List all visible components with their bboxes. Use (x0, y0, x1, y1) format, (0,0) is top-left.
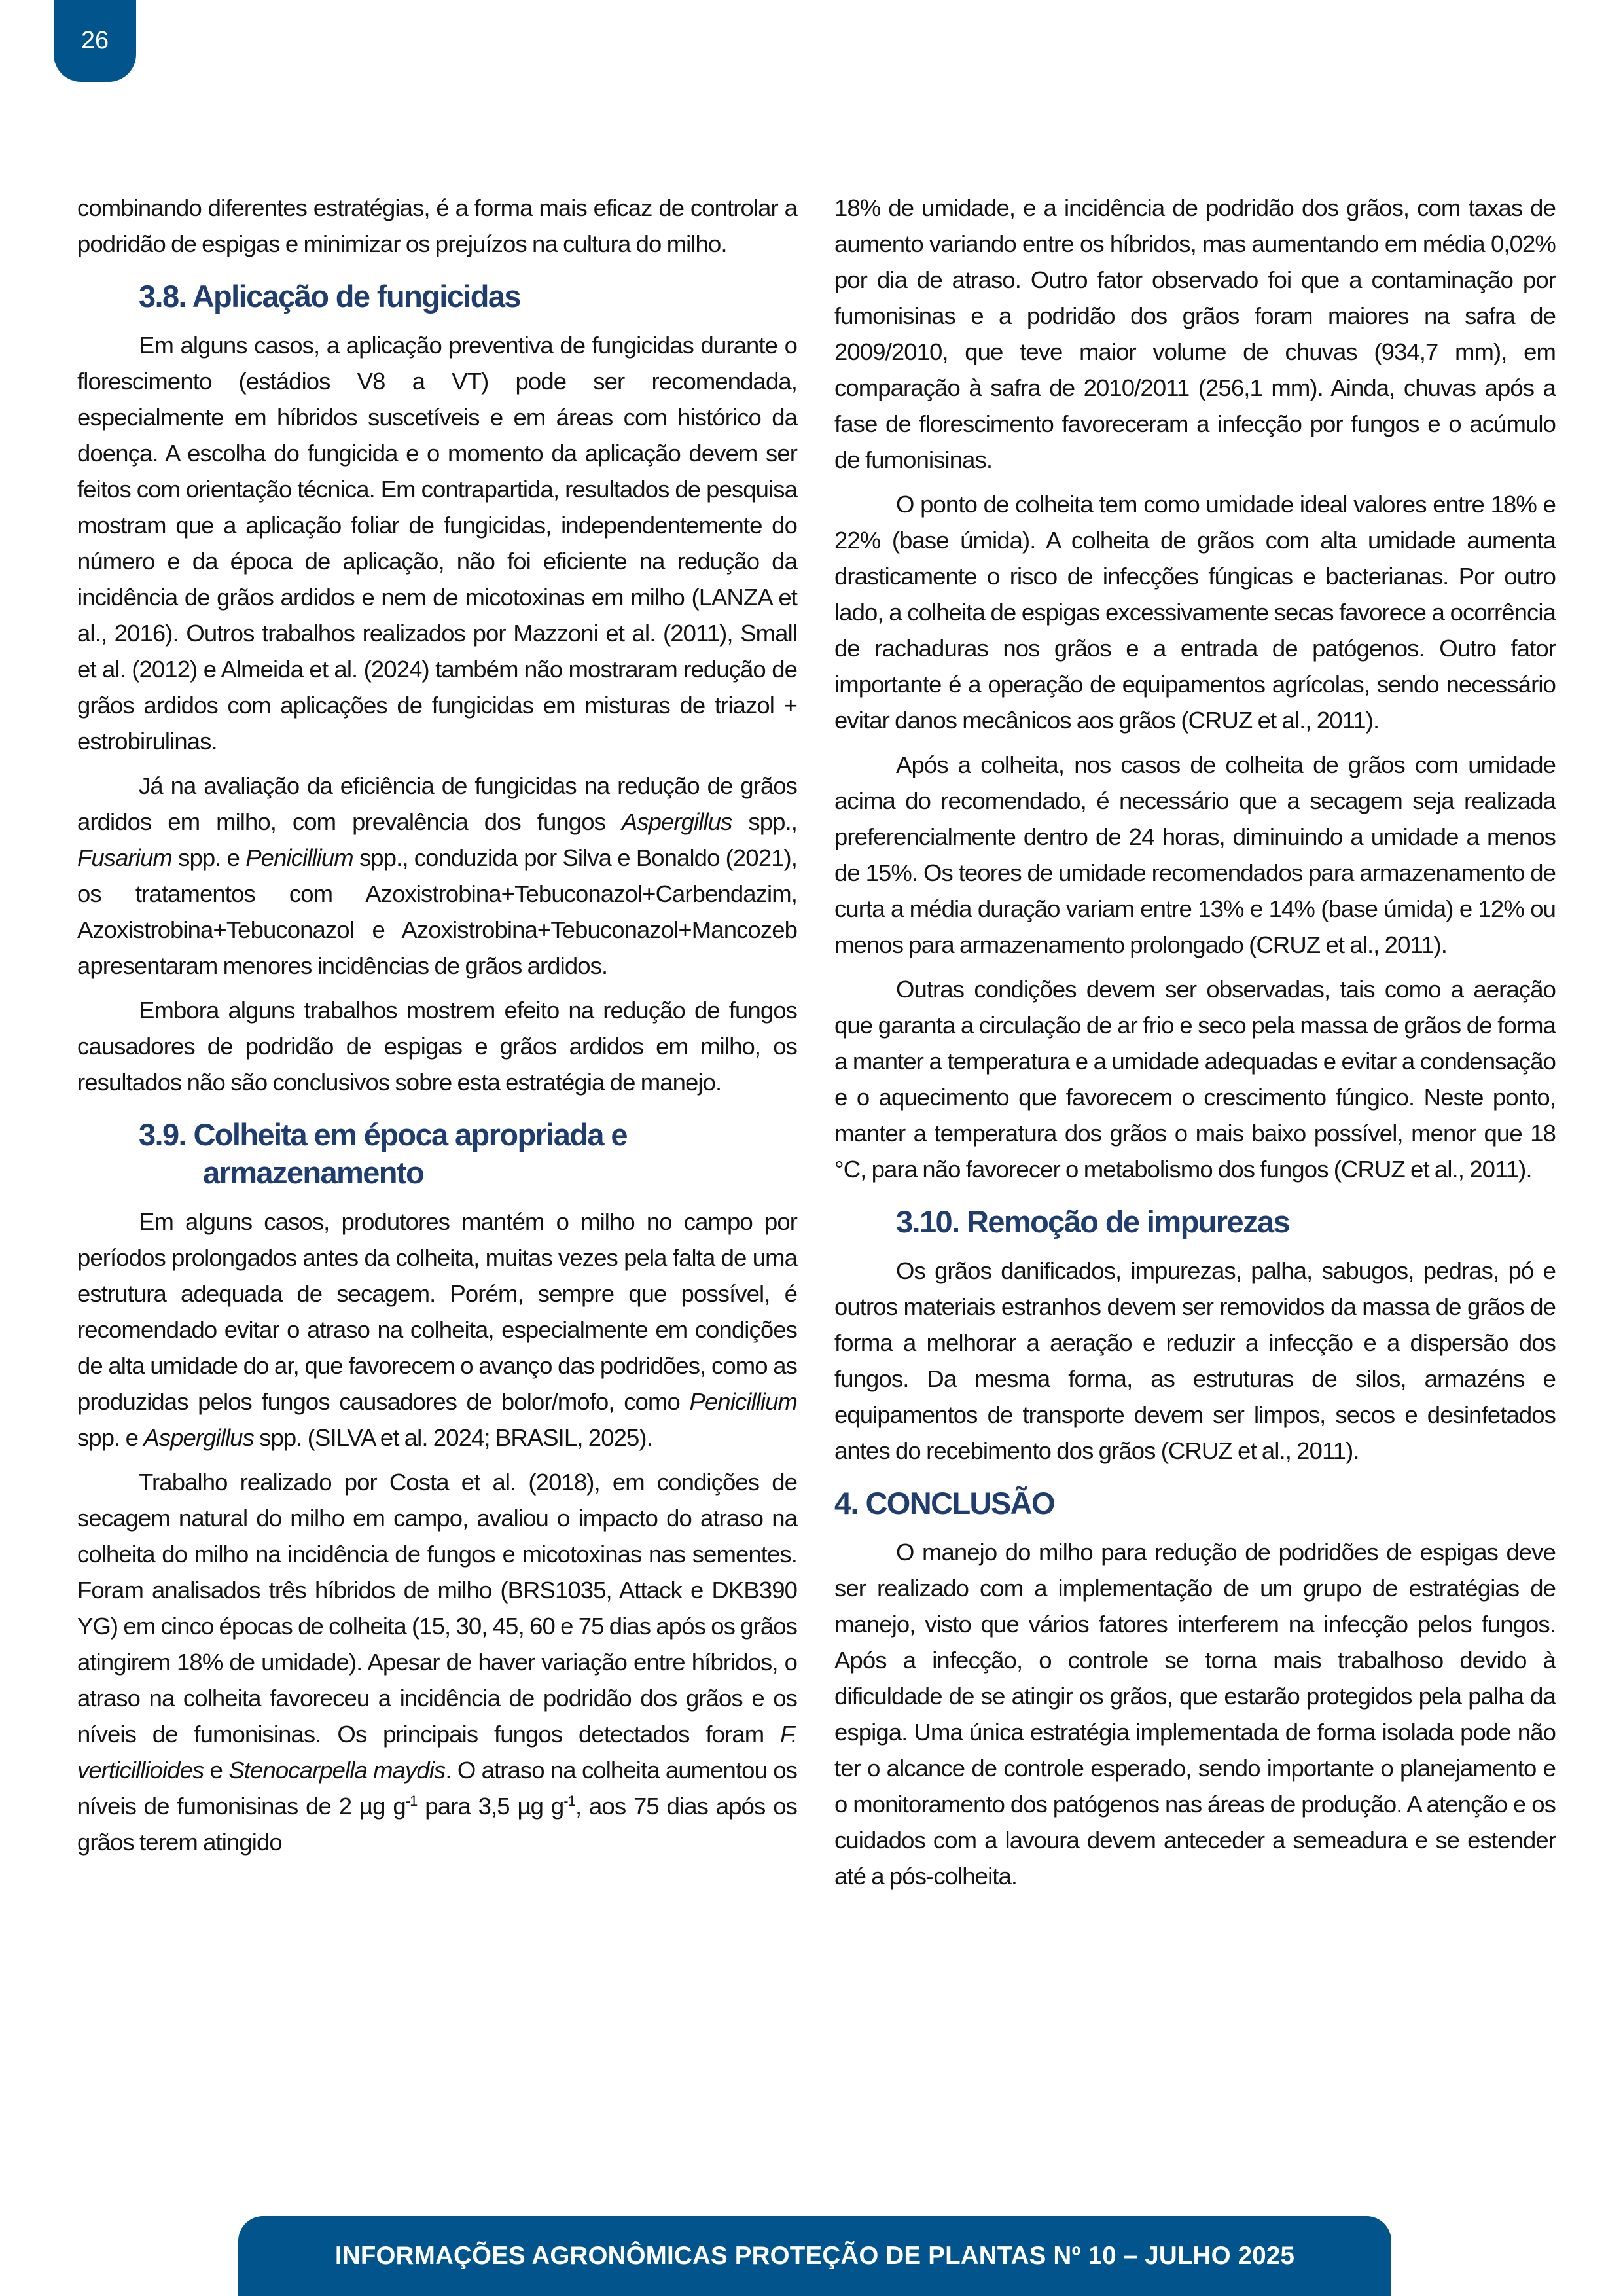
section-heading-3-9: 3.9. Colheita em época apropriada e armazenamento (139, 1117, 627, 1190)
section-heading-3-10: 3.10. Remoção de impurezas (896, 1204, 1290, 1239)
footer-band (238, 2216, 1391, 2296)
paragraph: Outras condições devem ser observadas, tais como a aeração que garanta a circulação de ar frio e seco pela massa de grãos de forma a manter a temperatura e a umidade adequadas e evitar a condensação e o aquecimento que favorecem o crescimento fúngico. Neste ponto, manter a temperatura dos grãos o mais baixo possível, menor que 18 °C, para não favorecer o metabolismo dos fungos (CRUZ et al., 2011). (834, 976, 1556, 1183)
paragraph: O ponto de colheita tem como umidade ideal valores entre 18% e 22% (base úmida). A colheita de grãos com alta umidade aumenta drasticamente o risco de infecções fúngicas e bacterianas. Por outro lado, a colheita de espigas excessivamente secas favorece a ocorrência de rachaduras nos grãos e a entrada de patógenos. Outro fator importante é a operação de equipamentos agrícolas, sendo necessário evitar danos mecânicos aos grãos (CRUZ et al., 2011). (834, 491, 1556, 734)
paragraph: Trabalho realizado por Costa et al. (2018), em condições de secagem natural do milho em campo, avaliou o impacto do atraso na colheita do milho na incidência de fungos e micotoxinas nas sementes. Foram analisados três híbridos de milho (BRS1035, Attack e DKB390 YG) em cinco épocas de colheita (15, 30, 45, 60 e 75 dias após os grãos atingirem 18% de umidade). Apesar de haver variação entre híbridos, o atraso na colheita favoreceu a incidência de podridão dos grãos e os níveis de fumonisinas. Os principais fungos detectados foram F. verticillioides e Stenocarpella maydis. O atraso na colheita aumentou os níveis de fumonisinas de 2 µg $g^{-1}$ para 3,5 µg $g^{-1}$, aos 75 dias após os grãos terem atingido (77, 1469, 797, 1856)
intro-paragraph: combinando diferentes estratégias, é a forma mais eficaz de controlar a podridão de espigas e minimizar os prejuízos na cultura do milho. (77, 194, 797, 257)
page-number-tab (54, 0, 136, 82)
paragraph: Os grãos danificados, impurezas, palha, sabugos, pedras, pó e outros materiais estranhos devem ser removidos da massa de grãos de forma a melhorar a aeração e reduzir a infecção e a dispersão dos fungos. Da mesma forma, as estruturas de silos, armazéns e equipamentos de transporte devem ser limpos, secos e desinfetados antes do recebimento dos grãos (CRUZ et al., 2011). (834, 1257, 1556, 1464)
section-heading-conclusion: 4. CONCLUSÃO (834, 1486, 1054, 1520)
species-name: F. verticillioides (77, 1721, 797, 1784)
species-name: Aspergillus (143, 1424, 254, 1451)
paragraph: Embora alguns trabalhos mostrem efeito na redução de fungos causadores de podridão de espigas e grãos ardidos em milho, os resultados não são conclusivos sobre esta estratégia de manejo. (77, 997, 797, 1096)
species-name: Fusarium (77, 844, 172, 871)
publication-title: INFORMAÇÕES AGRONÔMICAS PROTEÇÃO DE PLANTAS Nº 10 – JULHO 2025 (334, 2242, 1295, 2270)
paragraph: Após a colheita, nos casos de colheita de grãos com umidade acima do recomendado, é necessário que a secagem seja realizada preferencialmente dentro de 24 horas, diminuindo a umidade a menos de 15%. Os teores de umidade recomendados para armazenamento de curta a média duração variam entre 13% e 14% (base úmida) e 12% ou menos para armazenamento prolongado (CRUZ et al., 2011). (834, 751, 1556, 958)
paragraph: O manejo do milho para redução de podridões de espigas deve ser realizado com a implementação de um grupo de estratégias de manejo, visto que vários fatores interferem na infecção pelos fungos. Após a infecção, o controle se torna mais trabalhoso devido à dificuldade de se atingir os grãos, que estarão protegidos pela palha da espiga. Uma única estratégia implementada de forma isolada pode não ter o alcance de controle esperado, sendo importante o planejamento e o monitoramento dos patógenos nas áreas de produção. A atenção e os cuidados com a lavoura devem anteceder a semeadura e se estender até a pós-colheita. (834, 1539, 1556, 1890)
species-name: Penicillium (689, 1388, 797, 1415)
species-name: Aspergillus (621, 808, 732, 835)
section-heading-3-8: 3.8. Aplicação de fungicidas (139, 279, 520, 314)
paragraph: Em alguns casos, produtores mantém o milho no campo por períodos prolongados antes da colheita, muitas vezes pela falta de uma estrutura adequada de secagem. Porém, sempre que possível, é recomendado evitar o atraso na colheita, especialmente em condições de alta umidade do ar, que favorecem o avanço das podridões, como as produzidas pelos fungos causadores de bolor/mofo, como Penicillium spp. e Aspergillus spp. (SILVA et al. 2024; BRASIL, 2025). (77, 1208, 797, 1451)
paragraph: Já na avaliação da eficiência de fungicidas na redução de grãos ardidos em milho, com prevalência dos fungos Aspergillus spp., Fusarium spp. e Penicillium spp., conduzida por Silva e Bonaldo (2021), os tratamentos com Azoxistrobina+Tebuconazol+Carbendazim, Azoxistrobina+Tebuconazol e Azoxistrobina+Tebuconazol+Mancozeb apresentaram menores incidências de grãos ardidos. (77, 772, 797, 979)
paragraph: Em alguns casos, a aplicação preventiva de fungicidas durante o florescimento (estádios V8 a VT) pode ser recomendada, especialmente em híbridos suscetíveis e em áreas com histórico da doença. A escolha do fungicida e o momento da aplicação devem ser feitos com orientação técnica. Em contrapartida, resultados de pesquisa mostram que a aplicação foliar de fungicidas, independentemente do número e da época de aplicação, não foi eficiente na redução da incidência de grãos ardidos e nem de micotoxinas em milho (LANZA et al., 2016). Outros trabalhos realizados por Mazzoni et al. (2011), Small et al. (2012) e Almeida et al. (2024) também não mostraram redução de grãos ardidos com aplicações de fungicidas em misturas de triazol + estrobirulinas. (77, 332, 797, 755)
left-column (77, 190, 797, 1869)
page-number: 26 (80, 27, 109, 54)
species-name: Penicillium (245, 844, 353, 871)
paragraph-continued: 18% de umidade, e a incidência de podridão dos grãos, com taxas de aumento variando entre os híbridos, mas aumentando em média 0,02% por dia de atraso. Outro fator observado foi que a contaminação por fumonisinas e a podridão dos grãos foram maiores na safra de 2009/2010, que teve maior volume de chuvas (934,7 mm), em comparação à safra de 2010/2011 (256,1 mm). Ainda, chuvas após a fase de florescimento favoreceram a infecção por fungos e o acúmulo de fumonisinas. (834, 194, 1556, 473)
species-name: Stenocarpella maydis (228, 1757, 446, 1784)
right-column (834, 190, 1556, 1903)
